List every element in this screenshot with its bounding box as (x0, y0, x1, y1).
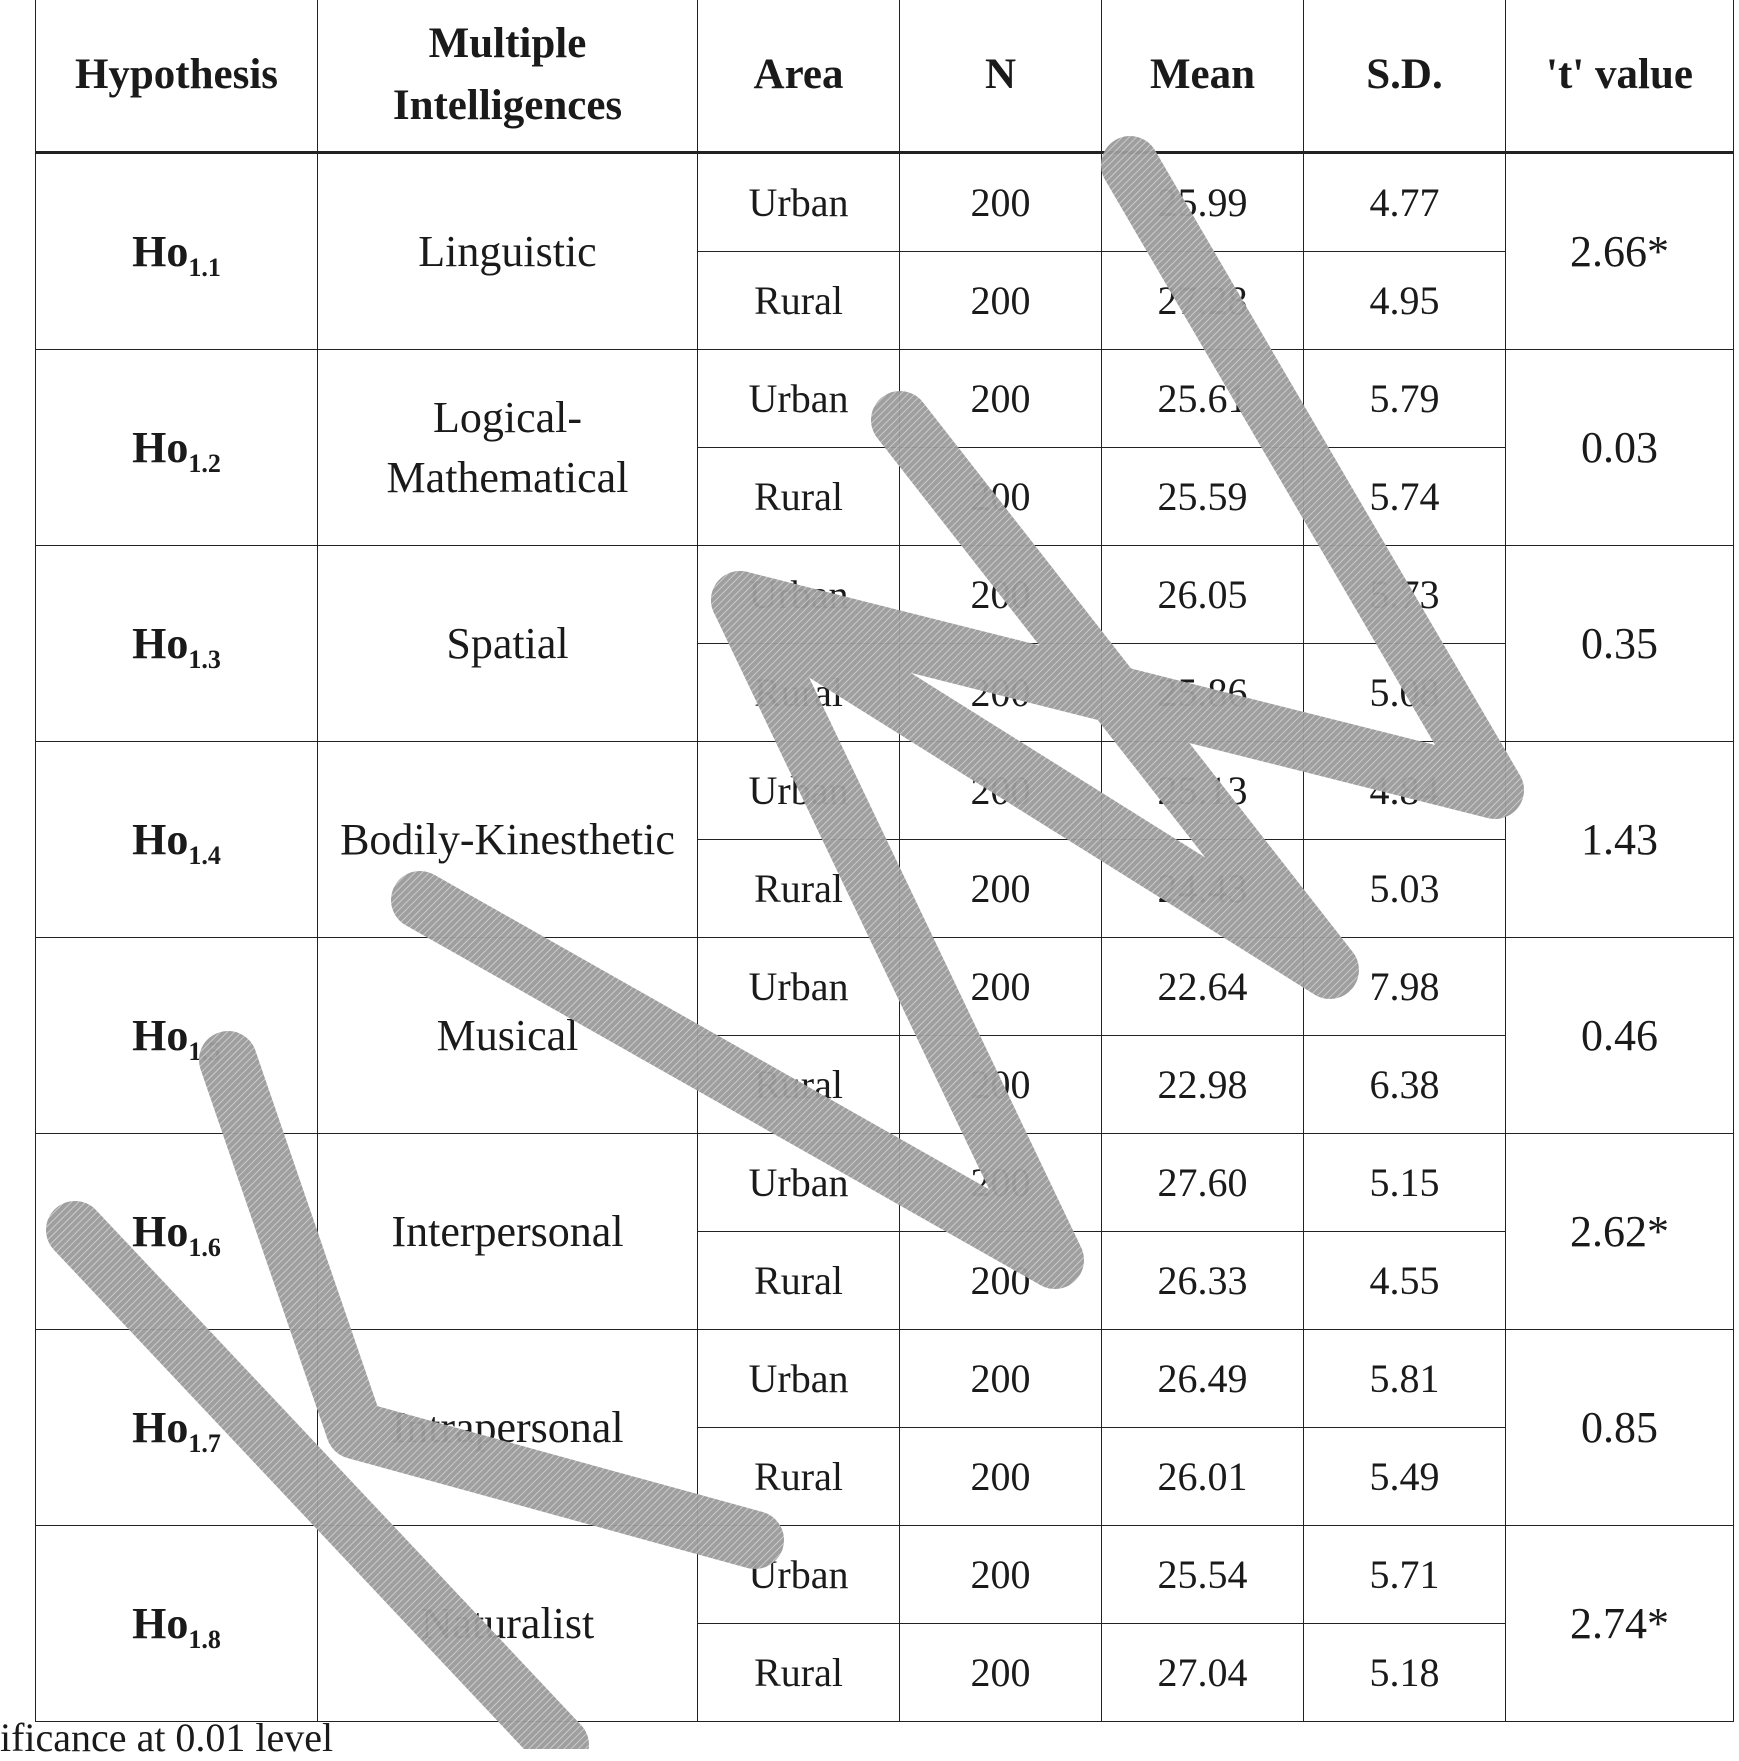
area-cell: Rural (698, 1232, 900, 1330)
hypothesis-cell (36, 1526, 318, 1722)
hypothesis-label: Ho (132, 1599, 189, 1648)
n-cell: 200 (900, 1526, 1102, 1624)
n-cell: 200 (900, 546, 1102, 644)
table-row (36, 742, 1734, 840)
n-cell: 200 (900, 1428, 1102, 1526)
intelligence-cell: Linguistic (318, 153, 698, 350)
hypothesis-cell (36, 938, 318, 1134)
intelligence-cell: Naturalist (318, 1526, 698, 1722)
mean-cell: 25.59 (1102, 448, 1304, 546)
n-cell: 200 (900, 840, 1102, 938)
n-cell: 200 (900, 1624, 1102, 1722)
mean-cell: 26.33 (1102, 1232, 1304, 1330)
mean-cell: 27.28 (1102, 252, 1304, 350)
mean-cell: 22.64 (1102, 938, 1304, 1036)
n-cell: 200 (900, 252, 1102, 350)
sd-cell: 4.77 (1304, 153, 1506, 252)
sd-cell: 5.03 (1304, 840, 1506, 938)
table-row (36, 938, 1734, 1036)
intelligence-cell: Bodily-Kinesthetic (318, 742, 698, 938)
header-intelligences: Multiple Intelligences (318, 0, 698, 153)
hypothesis-subscript: 1.1 (188, 253, 221, 282)
area-cell: Urban (698, 1526, 900, 1624)
n-cell: 200 (900, 1330, 1102, 1428)
area-cell: Urban (698, 350, 900, 448)
t-value-cell: 2.74* (1506, 1526, 1734, 1722)
sd-cell: 5.08 (1304, 644, 1506, 742)
sd-cell: 5.49 (1304, 1428, 1506, 1526)
header-hypothesis: Hypothesis (36, 0, 318, 153)
hypothesis-label: Ho (132, 1207, 189, 1256)
sd-cell: 5.73 (1304, 546, 1506, 644)
hypothesis-label: Ho (132, 619, 189, 668)
n-cell: 200 (900, 1036, 1102, 1134)
hypothesis-cell (36, 1330, 318, 1526)
mean-cell: 25.86 (1102, 644, 1304, 742)
intelligence-cell: Logical-Mathematical (318, 350, 698, 546)
area-cell: Urban (698, 546, 900, 644)
n-cell: 200 (900, 153, 1102, 252)
area-cell: Urban (698, 938, 900, 1036)
area-cell: Rural (698, 252, 900, 350)
sd-cell: 5.79 (1304, 350, 1506, 448)
header-area: Area (698, 0, 900, 153)
sd-cell: 4.55 (1304, 1232, 1506, 1330)
hypothesis-subscript: 1.7 (188, 1429, 221, 1458)
hypothesis-cell (36, 153, 318, 350)
area-cell: Rural (698, 1428, 900, 1526)
n-cell: 200 (900, 448, 1102, 546)
n-cell: 200 (900, 742, 1102, 840)
hypothesis-label: Ho (132, 423, 189, 472)
hypothesis-subscript: 1.2 (188, 449, 221, 478)
intelligence-cell: Spatial (318, 546, 698, 742)
header-mean: Mean (1102, 0, 1304, 153)
hypothesis-label: Ho (132, 227, 189, 276)
intelligence-cell: Intrapersonal (318, 1330, 698, 1526)
header-sd: S.D. (1304, 0, 1506, 153)
sd-cell: 5.15 (1304, 1134, 1506, 1232)
hypothesis-label: Ho (132, 1011, 189, 1060)
n-cell: 200 (900, 1232, 1102, 1330)
sd-cell: 5.74 (1304, 448, 1506, 546)
hypothesis-subscript: 1.5 (188, 1037, 221, 1066)
mean-cell: 25.54 (1102, 1526, 1304, 1624)
area-cell: Urban (698, 153, 900, 252)
area-cell: Rural (698, 1036, 900, 1134)
results-table (35, 0, 1734, 1722)
mean-cell: 25.99 (1102, 153, 1304, 252)
mean-cell: 24.43 (1102, 840, 1304, 938)
intelligence-cell: Interpersonal (318, 1134, 698, 1330)
sd-cell: 5.81 (1304, 1330, 1506, 1428)
table-row (36, 1526, 1734, 1624)
area-cell: Rural (698, 1624, 900, 1722)
n-cell: 200 (900, 350, 1102, 448)
mean-cell: 26.01 (1102, 1428, 1304, 1526)
hypothesis-subscript: 1.6 (188, 1233, 221, 1262)
n-cell: 200 (900, 938, 1102, 1036)
sd-cell: 5.71 (1304, 1526, 1506, 1624)
hypothesis-cell (36, 1134, 318, 1330)
area-cell: Urban (698, 1134, 900, 1232)
hypothesis-label: Ho (132, 815, 189, 864)
mean-cell: 25.13 (1102, 742, 1304, 840)
sd-cell: 7.98 (1304, 938, 1506, 1036)
t-value-cell: 0.03 (1506, 350, 1734, 546)
table-row (36, 350, 1734, 448)
t-value-cell: 2.66* (1506, 153, 1734, 350)
area-cell: Rural (698, 644, 900, 742)
table-row (36, 546, 1734, 644)
n-cell: 200 (900, 1134, 1102, 1232)
area-cell: Rural (698, 840, 900, 938)
header-n: N (900, 0, 1102, 153)
table-row (36, 153, 1734, 252)
mean-cell: 26.05 (1102, 546, 1304, 644)
mean-cell: 26.49 (1102, 1330, 1304, 1428)
t-value-cell: 0.35 (1506, 546, 1734, 742)
hypothesis-cell (36, 350, 318, 546)
mean-cell: 27.04 (1102, 1624, 1304, 1722)
t-value-cell: 1.43 (1506, 742, 1734, 938)
header-row (36, 0, 1734, 153)
sd-cell: 5.18 (1304, 1624, 1506, 1722)
mean-cell: 22.98 (1102, 1036, 1304, 1134)
hypothesis-subscript: 1.8 (188, 1625, 221, 1654)
t-value-cell: 2.62* (1506, 1134, 1734, 1330)
area-cell: Rural (698, 448, 900, 546)
hypothesis-subscript: 1.3 (188, 645, 221, 674)
mean-cell: 25.61 (1102, 350, 1304, 448)
t-value-cell: 0.46 (1506, 938, 1734, 1134)
table-row (36, 1330, 1734, 1428)
intelligence-cell: Musical (318, 938, 698, 1134)
hypothesis-cell (36, 742, 318, 938)
header-t-value: 't' value (1506, 0, 1734, 153)
area-cell: Urban (698, 1330, 900, 1428)
sd-cell: 4.84 (1304, 742, 1506, 840)
n-cell: 200 (900, 644, 1102, 742)
sd-cell: 4.95 (1304, 252, 1506, 350)
mean-cell: 27.60 (1102, 1134, 1304, 1232)
t-value-cell: 0.85 (1506, 1330, 1734, 1526)
footnote: ificance at 0.01 level (0, 1715, 334, 1760)
table-row (36, 1134, 1734, 1232)
hypothesis-cell (36, 546, 318, 742)
hypothesis-label: Ho (132, 1403, 189, 1452)
sd-cell: 6.38 (1304, 1036, 1506, 1134)
hypothesis-subscript: 1.4 (188, 841, 221, 870)
area-cell: Urban (698, 742, 900, 840)
